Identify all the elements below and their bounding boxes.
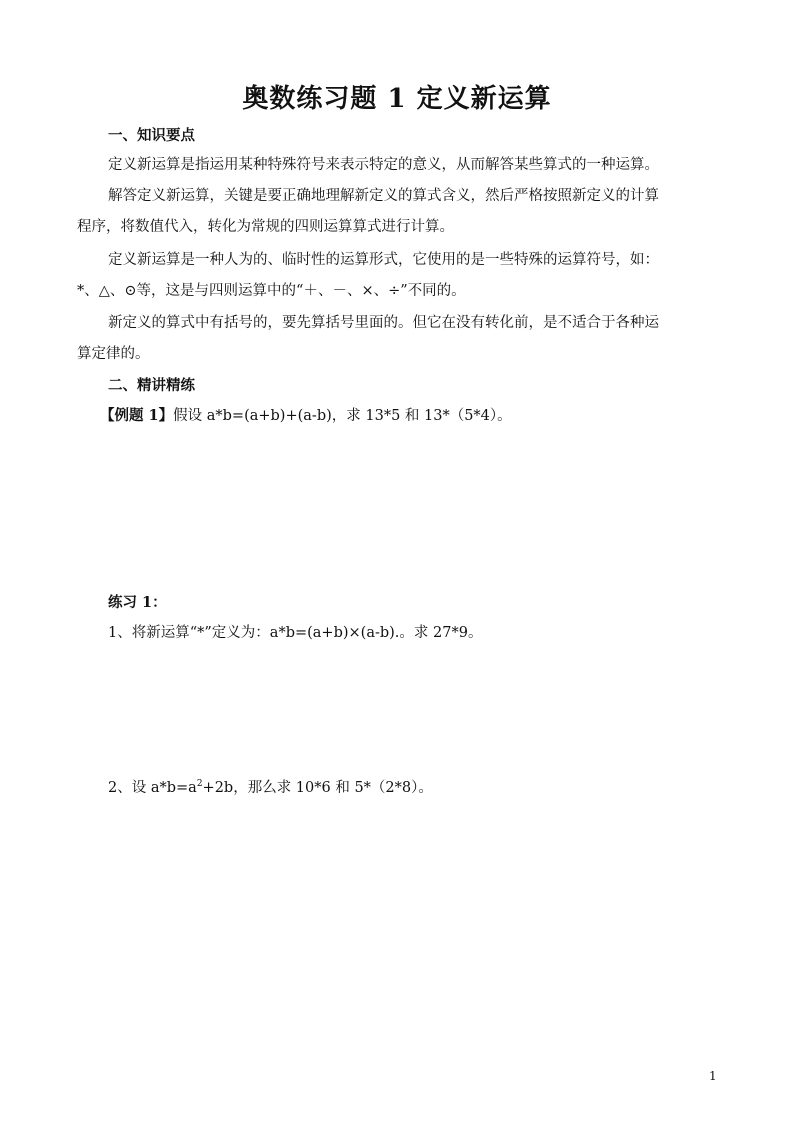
practice-question-2-pre: 2、设 a*b=a bbox=[108, 780, 197, 796]
practice-question-1: 1、将新运算“*”定义为：a*b=(a+b)×(a-b).。求 27*9。 bbox=[108, 625, 483, 641]
paragraph-symbols-line1: 定义新运算是一种人为的、临时性的运算形式，它使用的是一些特殊的运算符号，如： bbox=[108, 252, 659, 268]
paragraph-brackets-line2: 算定律的。 bbox=[77, 346, 150, 362]
practice-question-2 bbox=[108, 778, 433, 798]
paragraph-brackets-line1: 新定义的算式中有括号的，要先算括号里面的。但它在没有转化前，是不适合于各种运 bbox=[108, 315, 659, 331]
paragraph-method-line2: 程序，将数值代入，转化为常规的四则运算算式进行计算。 bbox=[77, 219, 454, 235]
superscript-exponent: 2 bbox=[196, 779, 203, 790]
practice-1-heading: 练习 1： bbox=[108, 594, 167, 611]
page-number: 1 bbox=[709, 1069, 717, 1083]
page-title: 奥数练习题 1 定义新运算 bbox=[242, 84, 552, 114]
example-1 bbox=[100, 406, 512, 426]
practice-question-2-post: +2b，那么求 10*6 和 5*（2*8）。 bbox=[202, 780, 433, 796]
section-heading-practice: 二、精讲精练 bbox=[108, 377, 195, 394]
paragraph-method-line1: 解答定义新运算，关键是要正确地理解新定义的算式含义，然后严格按照新定义的计算 bbox=[108, 188, 659, 204]
section-heading-knowledge: 一、知识要点 bbox=[108, 127, 195, 144]
paragraph-symbols-line2: *、△、⊙等，这是与四则运算中的“＋、－、×、÷”不同的。 bbox=[77, 283, 466, 299]
example-1-text: 假设 a*b=(a+b)+(a-b)，求 13*5 和 13*（5*4）。 bbox=[173, 408, 512, 424]
paragraph-definition: 定义新运算是指运用某种特殊符号来表示特定的意义，从而解答某些算式的一种运算。 bbox=[108, 157, 659, 173]
example-1-label: 【例题 1】 bbox=[100, 407, 174, 424]
